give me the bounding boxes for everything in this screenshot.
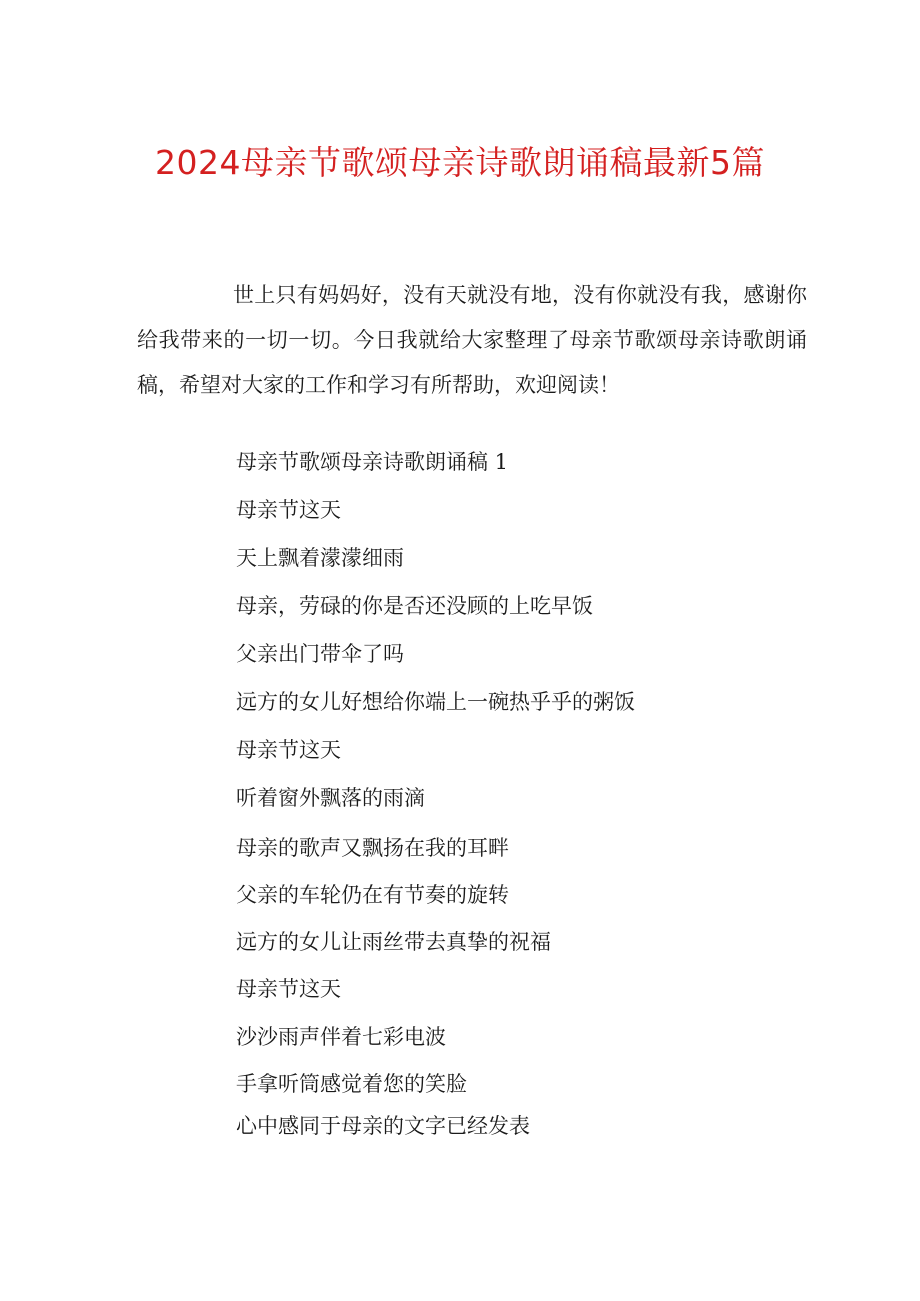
poem-line: 心中感同于母亲的文字已经发表 [236,1114,530,1138]
poem-line: 母亲节这天 [236,498,341,522]
poem-line: 远方的女儿让雨丝带去真挚的祝福 [236,930,551,954]
intro-paragraph: 世上只有妈妈好，没有天就没有地，没有你就没有我，感谢你给我带来的一切一切。今日我就给大家整理了母亲节歌颂母亲诗歌朗诵稿，希望对大家的工作和学习有所帮助，欢迎阅读！ [137,283,807,397]
poem-line: 手拿听筒感觉着您的笑脸 [236,1072,467,1096]
poem-line: 父亲的车轮仍在有节奏的旋转 [236,883,509,907]
poem-line: 父亲出门带伞了吗 [236,642,404,666]
poem-heading: 母亲节歌颂母亲诗歌朗诵稿 1 [236,450,509,474]
poem-line: 母亲的歌声又飘扬在我的耳畔 [236,836,509,860]
poem-line: 沙沙雨声伴着七彩电波 [236,1025,446,1049]
poem-line: 远方的女儿好想给你端上一碗热乎乎的粥饭 [236,690,635,714]
poem-line: 听着窗外飘落的雨滴 [236,786,425,810]
document-title: 2024母亲节歌颂母亲诗歌朗诵稿最新5篇 [155,143,765,183]
poem-line: 母亲节这天 [236,738,341,762]
poem-line: 天上飘着濛濛细雨 [236,546,404,570]
poem-line: 母亲，劳碌的你是否还没顾的上吃早饭 [236,594,593,618]
poem-line: 母亲节这天 [236,977,341,1001]
